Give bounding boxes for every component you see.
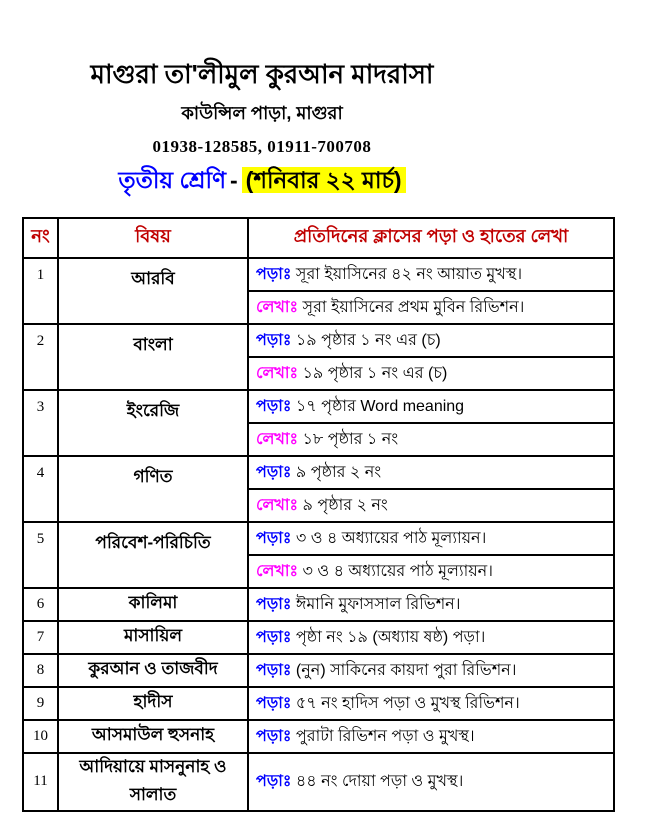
lekha-label: লেখাঃ [256, 298, 299, 316]
pora-label: পড়াঃ [256, 529, 292, 547]
table-body [23, 258, 614, 811]
subject-cell: পরিবেশ-পরিচিতি [58, 522, 248, 588]
subject-cell: বাংলা [58, 324, 248, 390]
subject-cell: আসমাউল হুসনাহ [58, 720, 248, 753]
task-cell: লেখাঃ ৩ ও ৪ অধ্যায়ের পাঠ মূল্যায়ন। [248, 555, 614, 588]
lekha-label: লেখাঃ [256, 496, 299, 514]
table-row [23, 588, 614, 621]
class-date-line [0, 162, 524, 201]
pora-label: পড়াঃ [256, 595, 292, 613]
table-row [23, 390, 614, 423]
table-row [23, 687, 614, 720]
lekha-label: লেখাঃ [256, 562, 299, 580]
pora-label: পড়াঃ [256, 331, 292, 349]
row-number-cell: 1 [23, 258, 58, 324]
phone-numbers: 01938-128585, 01911-700708 [152, 136, 372, 156]
row-number-cell: 7 [23, 621, 58, 654]
pora-label: পড়াঃ [256, 727, 292, 745]
column-header-task: প্রতিদিনের ক্লাসের পড়া ও হাতের লেখা [248, 218, 614, 258]
subject-cell: হাদীস [58, 687, 248, 720]
pora-label: পড়াঃ [256, 773, 292, 791]
task-cell: পড়াঃ সূরা ইয়াসিনের ৪২ নং আয়াত মুখস্থ। [248, 258, 614, 291]
subject-cell: মাসায়িল [58, 621, 248, 654]
document-header [0, 0, 524, 201]
date-highlight: (শনিবার ২২ মার্চ) [242, 167, 406, 193]
row-number-cell: 10 [23, 720, 58, 753]
pora-label: পড়াঃ [256, 463, 292, 481]
subject-cell: কালিমা [58, 588, 248, 621]
class-name: তৃতীয় শ্রেণি [118, 166, 226, 193]
row-number-cell: 4 [23, 456, 58, 522]
table-header-row [23, 218, 614, 258]
school-address: কাউন্সিল পাড়া, মাগুরা [181, 102, 343, 123]
pora-label: পড়াঃ [256, 628, 292, 646]
row-number-cell: 3 [23, 390, 58, 456]
table-row [23, 621, 614, 654]
task-cell: পড়াঃ ঈমানি মুফাসসাল রিভিশন। [248, 588, 614, 621]
table-row [23, 324, 614, 357]
table-row [23, 720, 614, 753]
table-row [23, 522, 614, 555]
row-number-cell: 11 [23, 753, 58, 811]
school-name: মাগুরা তা'লীমুল কুরআন মাদরাসা [90, 59, 434, 89]
column-header-subject: বিষয় [58, 218, 248, 258]
table-row [23, 456, 614, 489]
task-cell: পড়াঃ ১৯ পৃষ্ঠার ১ নং এর (চ) [248, 324, 614, 357]
task-cell: পড়াঃ ৩ ও ৪ অধ্যায়ের পাঠ মূল্যায়ন। [248, 522, 614, 555]
pora-label: পড়াঃ [256, 265, 292, 283]
row-number-cell: 8 [23, 654, 58, 687]
row-number-cell: 6 [23, 588, 58, 621]
dash-separator: - [230, 166, 238, 193]
task-cell: লেখাঃ ৯ পৃষ্ঠার ২ নং [248, 489, 614, 522]
pora-label: পড়াঃ [256, 661, 292, 679]
subject-cell: কুরআন ও তাজবীদ [58, 654, 248, 687]
task-cell: পড়াঃ ১৭ পৃষ্ঠার Word meaning [248, 390, 614, 423]
task-cell: পড়াঃ ৫৭ নং হাদিস পড়া ও মুখস্থ রিভিশন। [248, 687, 614, 720]
task-cell: লেখাঃ ১৮ পৃষ্ঠার ১ নং [248, 423, 614, 456]
task-cell: পড়াঃ পুরাটা রিভিশন পড়া ও মুখস্থ। [248, 720, 614, 753]
task-cell: পড়াঃ (নুন) সাকিনের কায়দা পুরা রিভিশন। [248, 654, 614, 687]
schedule-table [22, 217, 615, 812]
task-cell: পড়াঃ ৯ পৃষ্ঠার ২ নং [248, 456, 614, 489]
lekha-label: লেখাঃ [256, 430, 299, 448]
task-cell: লেখাঃ ১৯ পৃষ্ঠার ১ নং এর (চ) [248, 357, 614, 390]
lekha-label: লেখাঃ [256, 364, 299, 382]
column-header-no: নং [23, 218, 58, 258]
table-row [23, 654, 614, 687]
row-number-cell: 5 [23, 522, 58, 588]
subject-cell: আরবি [58, 258, 248, 324]
row-number-cell: 9 [23, 687, 58, 720]
table-row [23, 258, 614, 291]
subject-cell: আদিয়ায়ে মাসনুনাহ ও সালাত [58, 753, 248, 811]
pora-label: পড়াঃ [256, 397, 292, 415]
row-number-cell: 2 [23, 324, 58, 390]
task-cell: পড়াঃ পৃষ্ঠা নং ১৯ (অধ্যায় ষষ্ঠ) পড়া। [248, 621, 614, 654]
task-cell: পড়াঃ ৪৪ নং দোয়া পড়া ও মুখস্থ। [248, 753, 614, 811]
pora-label: পড়াঃ [256, 694, 292, 712]
task-cell: লেখাঃ সূরা ইয়াসিনের প্রথম মুবিন রিভিশন। [248, 291, 614, 324]
table-row [23, 753, 614, 811]
subject-cell: গণিত [58, 456, 248, 522]
subject-cell: ইংরেজি [58, 390, 248, 456]
